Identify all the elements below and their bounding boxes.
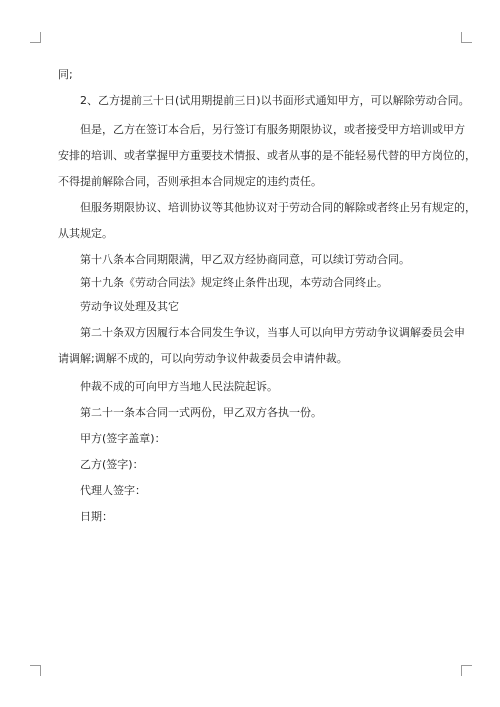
line-12: 请调解;调解不成的，可以向劳动争议仲裁委员会申请仲裁。 <box>58 352 348 365</box>
line-5: 不得提前解除合同，否则承担本合同规定的违约责任。 <box>58 175 322 188</box>
line-1: 同; <box>58 68 73 81</box>
line-13: 仲裁不成的可向甲方当地人民法院起诉。 <box>80 380 278 393</box>
line-17: 代理人签字： <box>80 484 146 497</box>
crop-mark-bottom-left <box>30 665 41 676</box>
line-4: 安排的培训、或者掌握甲方重要技术情报、或者从事的是不能轻易代替的甲方岗位的， <box>58 149 476 162</box>
crop-mark-top-left <box>30 32 41 43</box>
crop-mark-top-right <box>461 32 472 43</box>
line-11: 第二十条双方因履行本合同发生争议，当事人可以向甲方劳动争议调解委员会申 <box>80 326 465 339</box>
line-15: 甲方(签字盖章)： <box>80 432 166 445</box>
crop-mark-bottom-right <box>461 665 472 676</box>
line-10: 劳动争议处理及其它 <box>80 300 179 313</box>
line-14: 第二十一条本合同一式两份，甲乙双方各执一份。 <box>80 406 322 419</box>
line-6: 但服务期限协议、培训协议等其他协议对于劳动合同的解除或者终止另有规定的， <box>80 201 476 214</box>
line-7: 从其规定。 <box>58 227 113 240</box>
line-2: 2、乙方提前三十日(试用期提前三日)以书面形式通知甲方，可以解除劳动合同。 <box>80 94 470 107</box>
line-16: 乙方(签字)： <box>80 458 144 471</box>
line-3: 但是，乙方在签订本合后，另行签订有服务期限协议，或者接受甲方培训或甲方 <box>80 123 465 136</box>
line-18: 日期： <box>80 510 113 523</box>
line-8: 第十八条本合同期限满，甲乙双方经协商同意，可以续订劳动合同。 <box>80 253 410 266</box>
line-9: 第十九条《劳动合同法》规定终止条件出现，本劳动合同终止。 <box>80 276 388 289</box>
